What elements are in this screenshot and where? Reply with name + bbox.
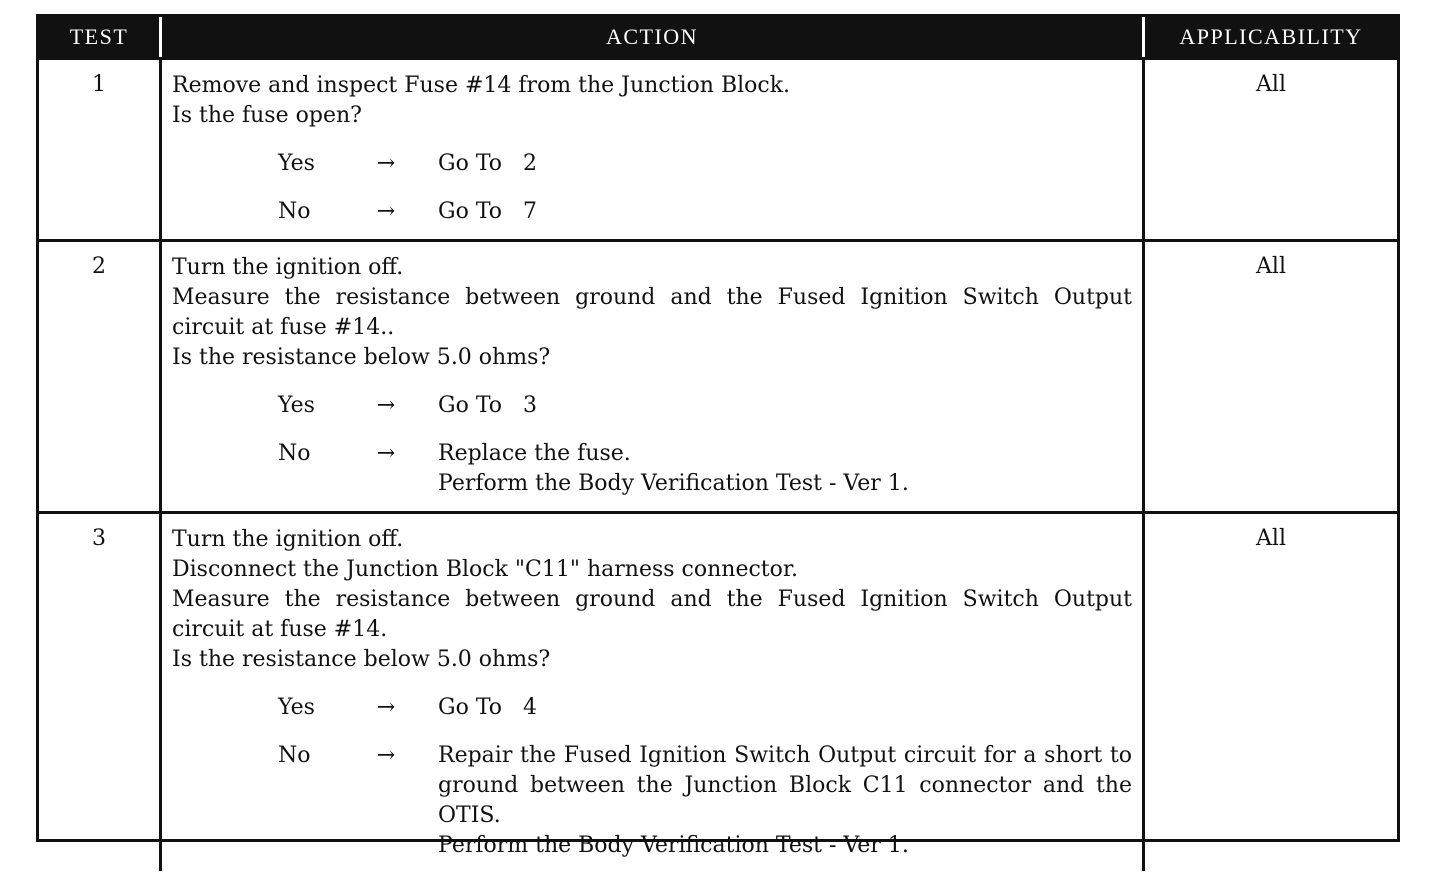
header-applicability: APPLICABILITY [1179,24,1363,49]
table-row [39,511,1397,858]
applicability-value: All [1256,526,1286,551]
action-line: Measure the resistance between ground and the Fused Ignition Switch Output [172,285,1132,310]
action-line: Is the resistance below 5.0 ohms? [172,345,551,370]
test-number: 2 [92,254,106,279]
action-cell [159,514,1145,871]
action-line: Turn the ignition off. [172,255,404,280]
header-action: ACTION [159,17,1145,57]
action-cell [159,242,1145,511]
action-line: Is the resistance below 5.0 ohms? [172,647,551,672]
action-line: circuit at fuse #14.. [172,315,395,340]
no-action-line: Perform the Body Verification Test - Ver 1. [438,471,909,496]
header-test: TEST [69,24,129,49]
action-line: Remove and inspect Fuse #14 from the Junction Block. [172,73,791,98]
yes-branch [278,391,1132,421]
applicability-value: All [1256,72,1286,97]
no-label: No [278,743,311,768]
goto-text: Go To 7 [438,199,537,224]
no-label: No [278,441,311,466]
no-branch [278,197,1132,227]
action-line: Turn the ignition off. [172,527,404,552]
yes-label: Yes [278,695,315,720]
applicability-value: All [1256,254,1286,279]
no-action-line: Replace the fuse. [438,441,631,466]
action-line: Is the fuse open? [172,103,362,128]
arrow-icon: → [376,743,396,768]
arrow-icon: → [376,151,396,176]
yes-branch [278,149,1132,179]
yes-label: Yes [278,393,315,418]
no-label: No [278,199,311,224]
table-header [39,17,1397,57]
test-number: 1 [92,72,106,97]
no-action-line: Repair the Fused Ignition Switch Output circuit for a short to [438,743,1132,768]
table-row [39,239,1397,511]
arrow-icon: → [376,441,396,466]
no-action-line: ground between the Junction Block C11 connector and the OTIS. [438,773,1132,828]
arrow-icon: → [376,199,396,224]
action-line: Measure the resistance between ground and the Fused Ignition Switch Output [172,587,1132,612]
yes-branch [278,693,1132,723]
goto-text: Go To 4 [438,695,537,720]
no-branch [278,439,1132,499]
action-line: Disconnect the Junction Block "C11" harness connector. [172,557,798,582]
diagnostic-table [36,14,1400,858]
arrow-icon: → [376,695,396,720]
goto-text: Go To 2 [438,151,537,176]
action-line: circuit at fuse #14. [172,617,388,642]
yes-label: Yes [278,151,315,176]
table-row [39,57,1397,239]
goto-text: Go To 3 [438,393,537,418]
test-number: 3 [92,526,106,551]
action-cell [159,60,1145,239]
no-branch [278,741,1132,861]
no-action-line: Perform the Body Verification Test - Ver 1. [438,833,909,858]
arrow-icon: → [376,393,396,418]
